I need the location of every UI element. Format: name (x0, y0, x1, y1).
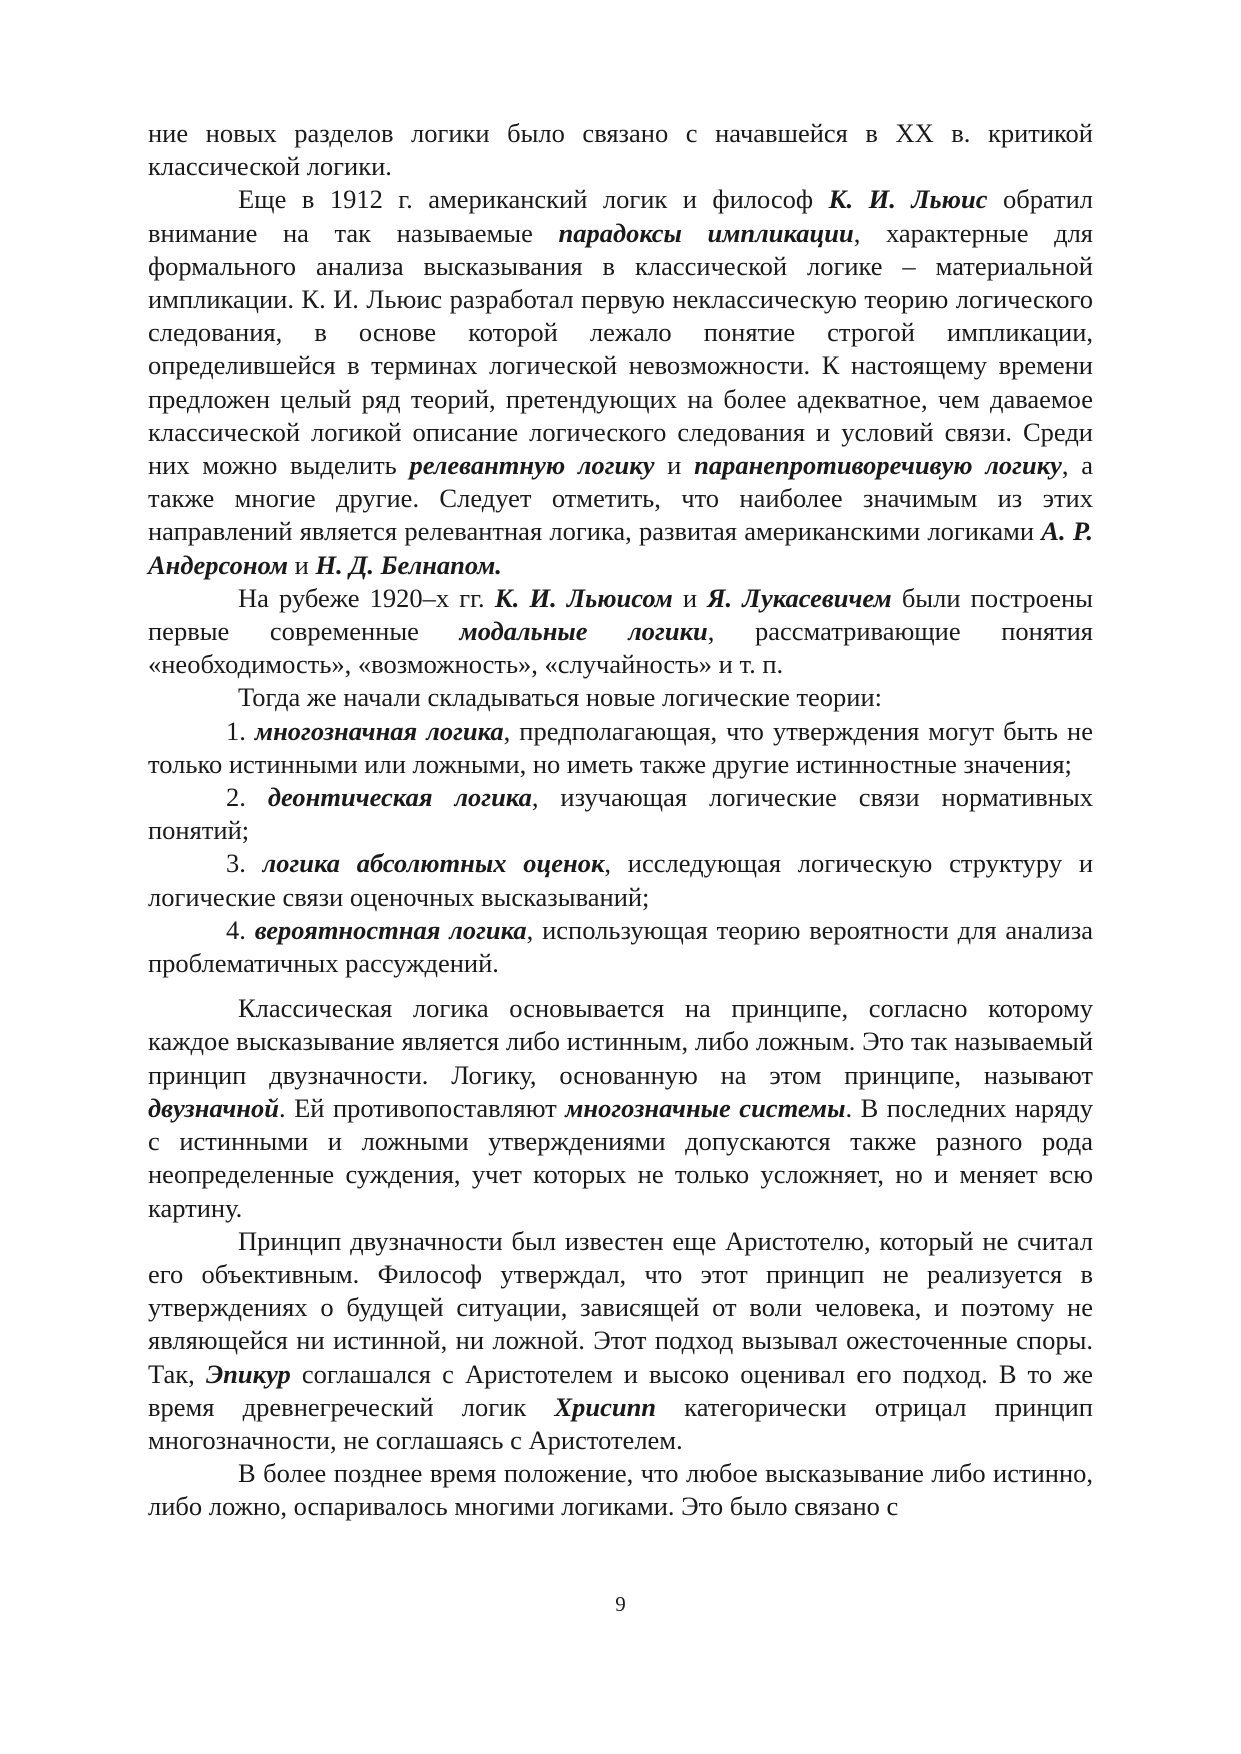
emphasis-term: многозначные системы (565, 1092, 846, 1123)
document-page (148, 117, 1093, 1524)
emphasis-term: логика абсолютных оценок (262, 848, 605, 879)
emphasis-term: многозначная логика (254, 715, 504, 746)
paragraph: Классическая логика основывается на принципе, согласно которому каждое высказывание является либо истинным, либо ложным. Это так называемый принцип двузначности. Логику, основанную на этом принципе, называют двузначной. Ей противопоставляют многозначные системы. В последних наряду с истинными и ложными утверждениями допускаются также разного рода неопределенные суждения, учет которых не только усложняет, но и меняет всю картину. (148, 993, 1093, 1223)
paragraph: Еще в 1912 г. американский логик и философ К. И. Льюис обратил внимание на так называемые парадоксы импликации, характерные для формального анализа высказывания в классической логике – материальной импликации. К. И. Льюис разработал первую неклассическую теорию логического следования, в основе которой лежало понятие строгой импликации, определившейся в терминах логической невозможности. К настоящему времени предложен целый ряд теорий, претендующих на более адекватное, чем даваемое классической логикой описание логического следования и условий связи. Среди них можно выделить релевантную логику и паранепротиворечивую логику, а также многие другие. Следует отметить, что наиболее значимым из этих направлений является релевантная логика, развитая американскими логиками А. Р. Андерсоном и Н. Д. Белнапом. (148, 184, 1094, 580)
emphasis-term: Хрисипп (554, 1391, 657, 1422)
emphasis-term: деонтическая логика (267, 782, 532, 813)
list-item: 4. вероятностная логика, использующая теорию вероятности для анализа проблематичных рассуждений. (148, 914, 1093, 979)
emphasis-term: Н. Д. Белнапом. (315, 549, 502, 580)
list-item: 3. логика абсолютных оценок, исследующая логическую структуру и логические связи оценочных высказываний; (148, 848, 1094, 912)
emphasis-term: модальные логики (459, 616, 708, 647)
list-item: 2. деонтическая логика, изучающая логические связи нормативных понятий; (148, 782, 1093, 846)
emphasis-term: К. И. Льюис (828, 184, 988, 215)
paragraph: Тогда же начали складываться новые логические теории: (238, 682, 883, 713)
emphasis-term: двузначной (148, 1092, 279, 1123)
emphasis-term: Я. Лукасевичем (707, 582, 892, 613)
paragraph: На рубеже 1920–х гг. К. И. Льюисом и Я. Лукасевичем были построены первые современные модальные логики, рассматривающие понятия «необходимость», «возможность», «случайность» и т. п. (148, 582, 1093, 680)
emphasis-term: А. Р. Андерсоном (148, 516, 1093, 580)
page-number: 9 (615, 1592, 626, 1616)
paragraph: ние новых разделов логики было связано с начавшейся в XX в. критикой классической логики. (148, 118, 1093, 182)
emphasis-term: Эпикур (205, 1358, 291, 1389)
emphasis-term: релевантную логику (409, 450, 655, 481)
emphasis-term: вероятностная логика (254, 914, 527, 945)
emphasis-term: К. И. Льюисом (494, 582, 673, 613)
list-item: 1. многозначная логика, предполагающая, что утверждения могут быть не только истинными или ложными, но иметь также другие истинностные значения; (148, 715, 1093, 779)
paragraph: Принцип двузначности был известен еще Аристотелю, который не считал его объективным. Философ утверждал, что этот принцип не реализуется в утверждениях о будущей ситуации, зависящей от воли человека, и поэтому не являющейся ни истинной, ни ложной. Этот подход вызывал ожесточенные споры. Так, Эпикур соглашался с Аристотелем и высоко оценивал его подход. В то же время древнегреческий логик Хрисипп категорически отрицал принцип многозначности, не соглашаясь с Аристотелем. (148, 1225, 1093, 1455)
paragraph: В более позднее время положение, что любое высказывание либо истинно, либо ложно, оспаривалось многими логиками. Это было связано с (148, 1458, 1093, 1522)
emphasis-term: паранепротиворечивую логику (694, 450, 1062, 481)
emphasis-term: парадоксы импликации (558, 217, 854, 248)
